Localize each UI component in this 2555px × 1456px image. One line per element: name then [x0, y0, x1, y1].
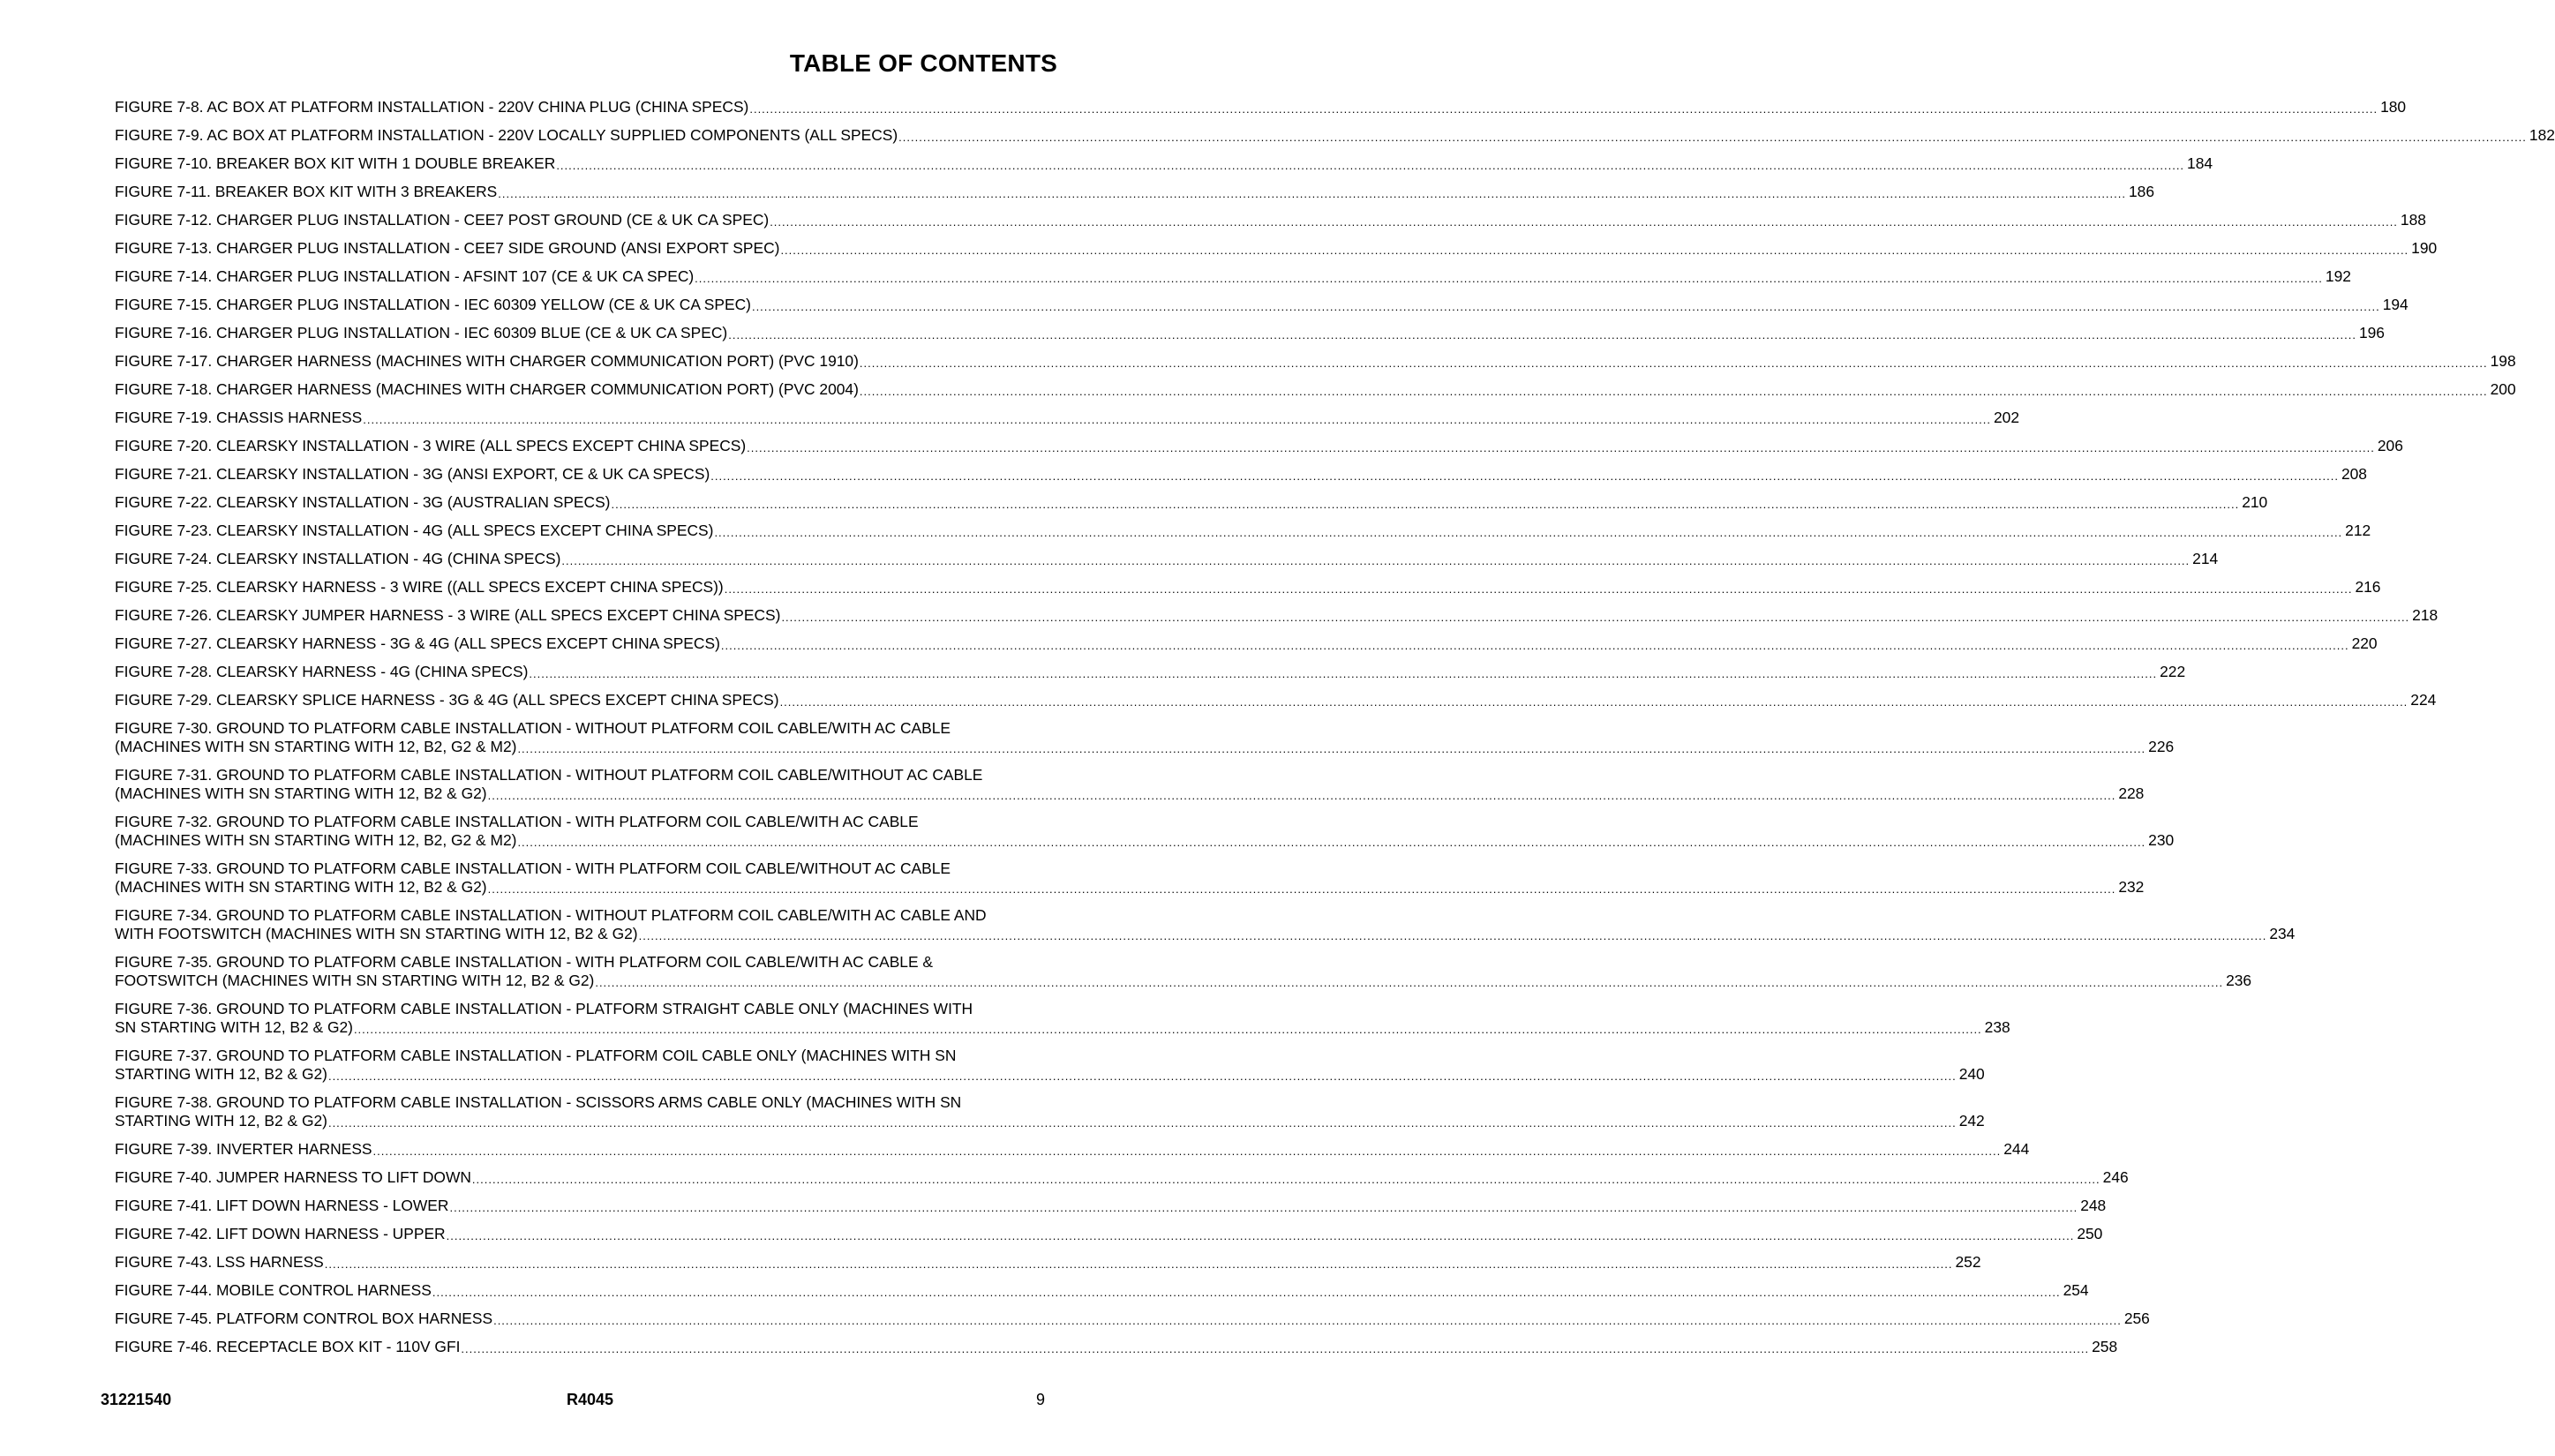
toc-entry-title-line: WITH FOOTSWITCH (MACHINES WITH SN STARTING WITH 12, B2 & G2) [115, 925, 638, 942]
toc-entry[interactable] [115, 380, 2516, 399]
toc-entry-title-line: FIGURE 7-36. GROUND TO PLATFORM CABLE INSTALLATION - PLATFORM STRAIGHT CABLE ONLY (MACHINES WITH [115, 1000, 973, 1017]
dot-leader: ................................................................................................................................................................................................................................................................................................................................................................................................................ [446, 1229, 2075, 1242]
dot-leader: ................................................................................................................................................................................................................................................................................................................................................................................................................ [770, 215, 2398, 229]
toc-entry-page-number: 216 [2355, 578, 2381, 596]
dot-leader: ................................................................................................................................................................................................................................................................................................................................................................................................................ [487, 789, 2116, 802]
toc-entry-title-line: FIGURE 7-28. CLEARSKY HARNESS - 4G (CHINA SPECS) [115, 663, 529, 680]
dot-leader: ................................................................................................................................................................................................................................................................................................................................................................................................................ [327, 1069, 1957, 1083]
toc-entry-page-number: 186 [2129, 183, 2155, 200]
toc-entry[interactable] [115, 859, 2145, 897]
dot-leader: ................................................................................................................................................................................................................................................................................................................................................................................................................ [780, 244, 2409, 257]
toc-entry-page-number: 250 [2077, 1225, 2103, 1242]
toc-entry-page-number: 224 [2410, 691, 2437, 709]
dot-leader: ................................................................................................................................................................................................................................................................................................................................................................................................................ [638, 929, 2267, 942]
toc-entry[interactable] [115, 719, 2175, 756]
toc-entry-title-line: FIGURE 7-32. GROUND TO PLATFORM CABLE INSTALLATION - WITH PLATFORM COIL CABLE/WITH AC CABLE [115, 813, 919, 830]
toc-entry-title-line: FIGURE 7-34. GROUND TO PLATFORM CABLE INSTALLATION - WITHOUT PLATFORM COIL CABLE/WITH AC CABLE AND [115, 906, 987, 924]
toc-entry-title-line: FIGURE 7-29. CLEARSKY SPLICE HARNESS - 3G & 4G (ALL SPECS EXCEPT CHINA SPECS) [115, 691, 779, 709]
toc-entry-title-line: (MACHINES WITH SN STARTING WITH 12, B2 & G2) [115, 784, 487, 802]
toc-entry-title-line: (MACHINES WITH SN STARTING WITH 12, B2, G2 & M2) [115, 738, 517, 755]
toc-entry-page-number: 248 [2080, 1197, 2107, 1214]
toc-entry-page-number: 202 [1994, 409, 2020, 426]
dot-leader: ................................................................................................................................................................................................................................................................................................................................................................................................................ [324, 1257, 1953, 1271]
toc-entry-page-number: 232 [2118, 878, 2145, 896]
dot-leader: ................................................................................................................................................................................................................................................................................................................................................................................................................ [487, 882, 2116, 896]
toc-entry-title-line: FIGURE 7-39. INVERTER HARNESS [115, 1140, 372, 1158]
toc-entry[interactable] [115, 953, 2252, 990]
toc-entry-page-number: 254 [2063, 1281, 2089, 1299]
dot-leader: ................................................................................................................................................................................................................................................................................................................................................................................................................ [611, 498, 2240, 511]
toc-entry-title-line: FOOTSWITCH (MACHINES WITH SN STARTING WITH 12, B2 & G2) [115, 972, 595, 989]
toc-entry[interactable] [115, 324, 2385, 342]
toc-entry[interactable] [115, 1140, 2030, 1159]
toc-entry[interactable] [115, 437, 2403, 455]
toc-entry-title-line: (MACHINES WITH SN STARTING WITH 12, B2, G2 & M2) [115, 831, 517, 849]
toc-entry-page-number: 210 [2242, 493, 2268, 511]
dot-leader: ................................................................................................................................................................................................................................................................................................................................................................................................................ [751, 300, 2380, 313]
toc-entry-page-number: 194 [2382, 296, 2408, 313]
revision-code: R4045 [567, 1391, 614, 1408]
dot-leader: ................................................................................................................................................................................................................................................................................................................................................................................................................ [471, 1173, 2100, 1186]
toc-entry[interactable] [115, 578, 2381, 597]
toc-entry-title-line: FIGURE 7-20. CLEARSKY INSTALLATION - 3 WIRE (ALL SPECS EXCEPT CHINA SPECS) [115, 437, 747, 454]
toc-entry[interactable] [115, 1225, 2103, 1243]
dot-leader: ................................................................................................................................................................................................................................................................................................................................................................................................................ [728, 328, 2356, 341]
toc-entry-title-line: FIGURE 7-16. CHARGER PLUG INSTALLATION - IEC 60309 BLUE (CE & UK CA SPEC) [115, 324, 728, 341]
dot-leader: ................................................................................................................................................................................................................................................................................................................................................................................................................ [749, 102, 2378, 116]
toc-entry-page-number: 236 [2226, 972, 2252, 989]
dot-leader: ................................................................................................................................................................................................................................................................................................................................................................................................................ [529, 667, 2158, 680]
toc-entry[interactable] [115, 1310, 2150, 1328]
toc-entry-title-line: FIGURE 7-23. CLEARSKY INSTALLATION - 4G (ALL SPECS EXCEPT CHINA SPECS) [115, 522, 714, 539]
toc-entry-page-number: 218 [2412, 606, 2439, 624]
toc-entry[interactable] [115, 352, 2516, 371]
toc-entry-title-line: FIGURE 7-10. BREAKER BOX KIT WITH 1 DOUBLE BREAKER [115, 154, 556, 172]
toc-entry-page-number: 230 [2148, 831, 2175, 849]
toc-entry-page-number: 190 [2411, 239, 2438, 257]
toc-entry-title-line: FIGURE 7-44. MOBILE CONTROL HARNESS [115, 1281, 432, 1299]
toc-entry-title-line: SN STARTING WITH 12, B2 & G2) [115, 1018, 353, 1036]
toc-entry-title-line: STARTING WITH 12, B2 & G2) [115, 1112, 327, 1130]
dot-leader: ................................................................................................................................................................................................................................................................................................................................................................................................................ [493, 1314, 2122, 1327]
toc-entry-title-line: FIGURE 7-8. AC BOX AT PLATFORM INSTALLATION - 220V CHINA PLUG (CHINA SPECS) [115, 98, 749, 116]
toc-entry-page-number: 184 [2187, 154, 2213, 172]
toc-entry[interactable] [115, 813, 2175, 850]
dot-leader: ................................................................................................................................................................................................................................................................................................................................................................................................................ [714, 526, 2343, 539]
toc-entry[interactable] [115, 183, 2155, 201]
toc-entry-title-line: FIGURE 7-13. CHARGER PLUG INSTALLATION - CEE7 SIDE GROUND (ANSI EXPORT SPEC) [115, 239, 780, 257]
toc-entry[interactable] [115, 906, 2296, 943]
dot-leader: ................................................................................................................................................................................................................................................................................................................................................................................................................ [353, 1023, 1982, 1036]
dot-leader: ................................................................................................................................................................................................................................................................................................................................................................................................................ [556, 159, 2185, 172]
dot-leader: ................................................................................................................................................................................................................................................................................................................................................................................................................ [498, 187, 2126, 200]
toc-entry-title-line: FIGURE 7-31. GROUND TO PLATFORM CABLE INSTALLATION - WITHOUT PLATFORM COIL CABLE/WITHOUT AC CABLE [115, 766, 983, 784]
dot-leader: ................................................................................................................................................................................................................................................................................................................................................................................................................ [363, 413, 1991, 426]
toc-entry-page-number: 182 [2529, 126, 2555, 144]
toc-entry[interactable] [115, 766, 2145, 803]
toc-list [115, 98, 2555, 1366]
toc-entry-page-number: 212 [2345, 522, 2371, 539]
dot-leader: ................................................................................................................................................................................................................................................................................................................................................................................................................ [449, 1201, 2078, 1214]
toc-entry[interactable] [115, 1281, 2089, 1300]
toc-entry[interactable] [115, 126, 2555, 145]
toc-entry[interactable] [115, 465, 2367, 484]
toc-entry-page-number: 226 [2148, 738, 2175, 755]
toc-entry-title-line: FIGURE 7-19. CHASSIS HARNESS [115, 409, 363, 426]
toc-entry-page-number: 258 [2092, 1338, 2118, 1355]
toc-entry-page-number: 214 [2192, 550, 2219, 567]
dot-leader: ................................................................................................................................................................................................................................................................................................................................................................................................................ [779, 695, 2408, 709]
page-title: TABLE OF CONTENTS [789, 49, 1057, 77]
toc-entry-page-number: 208 [2341, 465, 2367, 483]
toc-entry-page-number: 234 [2269, 925, 2296, 942]
toc-entry-title-line: FIGURE 7-33. GROUND TO PLATFORM CABLE INSTALLATION - WITH PLATFORM COIL CABLE/WITHOUT AC CABLE [115, 859, 951, 877]
toc-entry[interactable] [115, 296, 2408, 314]
toc-entry-page-number: 256 [2123, 1310, 2150, 1327]
toc-entry[interactable] [115, 606, 2439, 625]
toc-entry-page-number: 196 [2358, 324, 2385, 341]
toc-entry-page-number: 242 [1958, 1112, 1985, 1130]
toc-entry-title-line: FIGURE 7-11. BREAKER BOX KIT WITH 3 BREAKERS [115, 183, 498, 200]
toc-entry-title-line: FIGURE 7-43. LSS HARNESS [115, 1253, 324, 1271]
dot-leader: ................................................................................................................................................................................................................................................................................................................................................................................................................ [747, 441, 2375, 454]
dot-leader: ................................................................................................................................................................................................................................................................................................................................................................................................................ [561, 554, 2191, 567]
toc-entry-title-line: FIGURE 7-35. GROUND TO PLATFORM CABLE INSTALLATION - WITH PLATFORM COIL CABLE/WITH AC CABLE & [115, 953, 934, 971]
toc-entry-page-number: 188 [2400, 211, 2426, 229]
dot-leader: ................................................................................................................................................................................................................................................................................................................................................................................................................ [461, 1342, 2090, 1355]
toc-entry[interactable] [115, 239, 2438, 258]
toc-entry-page-number: 180 [2380, 98, 2407, 116]
toc-entry-title-line: FIGURE 7-22. CLEARSKY INSTALLATION - 3G (AUSTRALIAN SPECS) [115, 493, 611, 511]
dot-leader: ................................................................................................................................................................................................................................................................................................................................................................................................................ [781, 611, 2410, 624]
toc-entry[interactable] [115, 634, 2378, 653]
toc-entry-title-line: FIGURE 7-45. PLATFORM CONTROL BOX HARNESS [115, 1310, 493, 1327]
toc-entry-title-line: FIGURE 7-14. CHARGER PLUG INSTALLATION - AFSINT 107 (CE & UK CA SPEC) [115, 267, 695, 285]
toc-entry-page-number: 244 [2003, 1140, 2030, 1158]
toc-entry-title-line: FIGURE 7-41. LIFT DOWN HARNESS - LOWER [115, 1197, 449, 1214]
toc-entry-page-number: 200 [2490, 380, 2516, 398]
toc-entry-title-line: FIGURE 7-30. GROUND TO PLATFORM CABLE INSTALLATION - WITHOUT PLATFORM COIL CABLE/WITH AC CABLE [115, 719, 951, 737]
toc-entry-page-number: 206 [2377, 437, 2403, 454]
dot-leader: ................................................................................................................................................................................................................................................................................................................................................................................................................ [710, 469, 2339, 483]
toc-entry-title-line: FIGURE 7-24. CLEARSKY INSTALLATION - 4G (CHINA SPECS) [115, 550, 561, 567]
toc-entry-title-line: FIGURE 7-9. AC BOX AT PLATFORM INSTALLATION - 220V LOCALLY SUPPLIED COMPONENTS (ALL SPECS) [115, 126, 898, 144]
toc-entry-title-line: FIGURE 7-21. CLEARSKY INSTALLATION - 3G (ANSI EXPORT, CE & UK CA SPECS) [115, 465, 710, 483]
toc-entry-page-number: 220 [2351, 634, 2378, 652]
toc-entry-page-number: 240 [1958, 1065, 1985, 1083]
document-number: 31221540 [101, 1391, 172, 1408]
dot-leader: ................................................................................................................................................................................................................................................................................................................................................................................................................ [372, 1145, 2002, 1158]
toc-entry-title-line: FIGURE 7-15. CHARGER PLUG INSTALLATION - IEC 60309 YELLOW (CE & UK CA SPEC) [115, 296, 751, 313]
toc-entry-title-line: FIGURE 7-26. CLEARSKY JUMPER HARNESS - 3 WIRE (ALL SPECS EXCEPT CHINA SPECS) [115, 606, 781, 624]
toc-entry-title-line: FIGURE 7-46. RECEPTACLE BOX KIT - 110V GFI [115, 1338, 461, 1355]
toc-entry-page-number: 246 [2102, 1168, 2129, 1186]
toc-entry-title-line: FIGURE 7-12. CHARGER PLUG INSTALLATION - CEE7 POST GROUND (CE & UK CA SPEC) [115, 211, 770, 229]
toc-entry[interactable] [115, 1168, 2129, 1187]
toc-entry[interactable] [115, 1197, 2107, 1215]
toc-entry-title-line: STARTING WITH 12, B2 & G2) [115, 1065, 327, 1083]
dot-leader: ................................................................................................................................................................................................................................................................................................................................................................................................................ [517, 742, 2146, 755]
dot-leader: ................................................................................................................................................................................................................................................................................................................................................................................................................ [432, 1286, 2061, 1299]
toc-entry[interactable] [115, 1047, 1985, 1084]
toc-entry-title-line: FIGURE 7-27. CLEARSKY HARNESS - 3G & 4G (ALL SPECS EXCEPT CHINA SPECS) [115, 634, 720, 652]
toc-entry-page-number: 228 [2118, 784, 2145, 802]
toc-entry[interactable] [115, 1093, 1985, 1130]
dot-leader: ................................................................................................................................................................................................................................................................................................................................................................................................................ [517, 836, 2146, 849]
toc-entry[interactable] [115, 1338, 2118, 1356]
toc-entry[interactable] [115, 691, 2437, 709]
toc-entry-title-line: FIGURE 7-17. CHARGER HARNESS (MACHINES WITH CHARGER COMMUNICATION PORT) (PVC 1910) [115, 352, 859, 370]
toc-entry-title-line: FIGURE 7-40. JUMPER HARNESS TO LIFT DOWN [115, 1168, 471, 1186]
toc-entry[interactable] [115, 409, 2020, 427]
dot-leader: ................................................................................................................................................................................................................................................................................................................................................................................................................ [327, 1116, 1957, 1130]
toc-entry[interactable] [115, 154, 2213, 173]
dot-leader: ................................................................................................................................................................................................................................................................................................................................................................................................................ [859, 385, 2488, 398]
toc-entry[interactable] [115, 267, 2351, 286]
toc-entry-page-number: 192 [2325, 267, 2351, 285]
toc-entry[interactable] [115, 98, 2407, 116]
toc-entry-title-line: (MACHINES WITH SN STARTING WITH 12, B2 & G2) [115, 878, 487, 896]
toc-entry[interactable] [115, 211, 2426, 229]
toc-entry-page-number: 252 [1955, 1253, 1981, 1271]
toc-entry[interactable] [115, 493, 2268, 512]
dot-leader: ................................................................................................................................................................................................................................................................................................................................................................................................................ [724, 582, 2353, 596]
toc-entry[interactable] [115, 522, 2371, 540]
toc-entry-title-line: FIGURE 7-37. GROUND TO PLATFORM CABLE INSTALLATION - PLATFORM COIL CABLE ONLY (MACHINES WITH SN [115, 1047, 957, 1064]
toc-entry-title-line: FIGURE 7-42. LIFT DOWN HARNESS - UPPER [115, 1225, 446, 1242]
toc-entry-title-line: FIGURE 7-38. GROUND TO PLATFORM CABLE INSTALLATION - SCISSORS ARMS CABLE ONLY (MACHINES WITH SN [115, 1093, 962, 1111]
toc-entry-title-line: FIGURE 7-18. CHARGER HARNESS (MACHINES WITH CHARGER COMMUNICATION PORT) (PVC 2004) [115, 380, 859, 398]
dot-leader: ................................................................................................................................................................................................................................................................................................................................................................................................................ [720, 639, 2349, 652]
toc-entry-page-number: 238 [1984, 1018, 2010, 1036]
toc-entry[interactable] [115, 1253, 1981, 1272]
toc-entry[interactable] [115, 663, 2186, 681]
dot-leader: ................................................................................................................................................................................................................................................................................................................................................................................................................ [859, 356, 2488, 370]
toc-entry-page-number: 198 [2490, 352, 2516, 370]
dot-leader: ................................................................................................................................................................................................................................................................................................................................................................................................................ [595, 976, 2224, 989]
toc-entry[interactable] [115, 550, 2219, 568]
page-number: 9 [1036, 1391, 1046, 1408]
toc-entry-title-line: FIGURE 7-25. CLEARSKY HARNESS - 3 WIRE ((ALL SPECS EXCEPT CHINA SPECS)) [115, 578, 724, 596]
toc-entry-page-number: 222 [2160, 663, 2186, 680]
dot-leader: ................................................................................................................................................................................................................................................................................................................................................................................................................ [898, 131, 2527, 144]
dot-leader: ................................................................................................................................................................................................................................................................................................................................................................................................................ [695, 272, 2323, 285]
toc-entry[interactable] [115, 1000, 2010, 1037]
